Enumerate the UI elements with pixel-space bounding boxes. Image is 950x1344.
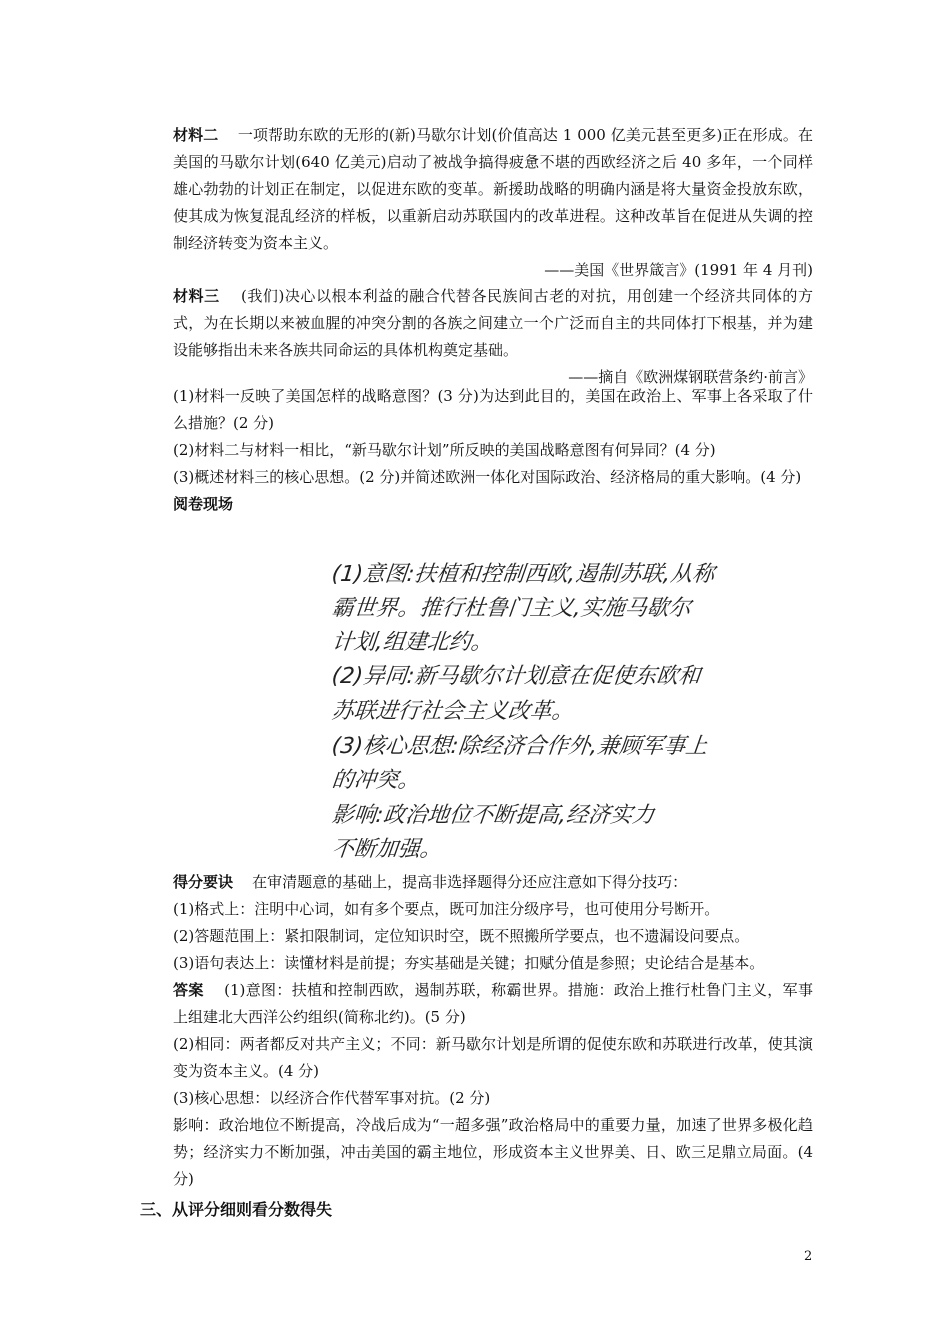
material-two-paragraph [173, 122, 813, 257]
handwritten-line: 霸世界。推行杜鲁门主义,实施马歇尔 [330, 596, 693, 621]
material-three-label: 材料三 [173, 287, 220, 305]
material-three-text: (我们)决心以根本利益的融合代替各民族间古老的对抗，用创建一个经济共同体的方式，为在长期以来被血腥的冲突分割的各族之间建立一个广泛而自主的共同体打下根基，并为建设能够指出未来各族共同命运的具体机构奠定基础。 [173, 287, 813, 359]
answer-part [173, 977, 813, 1031]
handwritten-answer [330, 555, 716, 865]
questions [173, 383, 813, 518]
question-item: (2)材料二与材料一相比，“新马歇尔计划”所反映的美国战略意图有何异同？(4 分) [173, 441, 716, 459]
material-two [173, 122, 813, 284]
handwritten-line: 苏联进行社会主义改革。 [330, 699, 576, 724]
material-two-text: 一项帮助东欧的无形的(新)马歇尔计划(价值高达 1 000 亿美元甚至更多)正在形成。在美国的马歇尔计划(640 亿美元)启动了被战争搞得疲惫不堪的西欧经济之后 40 多年，一个同样雄心勃勃的计划正在制定，以促进东欧的变革。新援助战略的明确内涵是将大量资金投放东欧，使其成为恢复混乱经济的样板，以重新启动苏联国内的改革进程。这种改革旨在促进从失调的控制经济转变为资本主义。 [173, 126, 813, 252]
answer-label: 答案 [173, 981, 204, 999]
material-three [173, 283, 813, 391]
handwritten-line: (1)意图:扶植和控制西欧,遏制苏联,从称 [330, 562, 716, 587]
handwritten-line: 不断加强。 [330, 837, 444, 862]
handwritten-line: 影响:政治地位不断提高,经济实力 [330, 803, 656, 828]
answer-text: (1)意图：扶植和控制西欧，遏制苏联，称霸世界。措施：政治上推行杜鲁门主义，军事上组建北大西洋公约组织(简称北约)。(5 分) [173, 981, 813, 1026]
page-number: 2 [804, 1249, 813, 1264]
answer-part: (3)核心思想：以经济合作代替军事对抗。(2 分) [173, 1089, 491, 1107]
review-heading: 阅卷现场 [173, 495, 234, 513]
material-three-source: ——摘自《欧洲煤钢联营条约·前言》 [568, 368, 813, 386]
answer-part: (2)相同：两者都反对共产主义；不同：新马歇尔计划是所谓的促使东欧和苏联进行改革，使其演变为资本主义。(4 分) [173, 1035, 813, 1080]
handwritten-line: 的冲突。 [330, 768, 422, 793]
material-three-paragraph [173, 283, 813, 364]
scoring-tip-item: (1)格式上：注明中心词，如有多个要点，既可加注分级序号，也可使用分号断开。 [173, 900, 720, 918]
answer-part: 影响：政治地位不断提高，冷战后成为“一超多强”政治格局中的重要力量，加速了世界多极化趋势；经济实力不断加强，冲击美国的霸主地位，形成资本主义世界美、日、欧三足鼎立局面。(4 分) [173, 1116, 813, 1188]
scoring-tips-label: 得分要诀 [173, 873, 234, 891]
handwritten-line: (3)核心思想:除经济合作外,兼顾军事上 [330, 734, 709, 759]
material-two-label: 材料二 [173, 126, 219, 144]
handwritten-line: (2)异同:新马歇尔计划意在促使东欧和 [330, 664, 702, 689]
scoring-tip-item: (2)答题范围上：紧扣限制词，定位知识时空，既不照搬所学要点，也不遗漏设问要点。 [173, 927, 750, 945]
section-heading: 三、从评分细则看分数得失 [140, 1200, 333, 1219]
question-item: (3)概述材料三的核心思想。(2 分)并简述欧洲一体化对国际政治、经济格局的重大影响。(4 分) [173, 468, 802, 486]
material-two-source: ——美国《世界箴言》(1991 年 4 月刊) [544, 261, 813, 279]
question-item: (1)材料一反映了美国怎样的战略意图？(3 分)为达到此目的，美国在政治上、军事上各采取了什么措施？(2 分) [173, 387, 813, 432]
scoring-tips-intro [173, 869, 813, 896]
scoring-and-answer [173, 869, 813, 1193]
handwritten-line: 计划,组建北约。 [330, 630, 495, 655]
scoring-tip-item: (3)语句表达上：读懂材料是前提；夯实基础是关键；扣赋分值是参照；史论结合是基本。 [173, 954, 765, 972]
scoring-tips-text: 在审清题意的基础上，提高非选择题得分还应注意如下得分技巧： [252, 873, 688, 891]
